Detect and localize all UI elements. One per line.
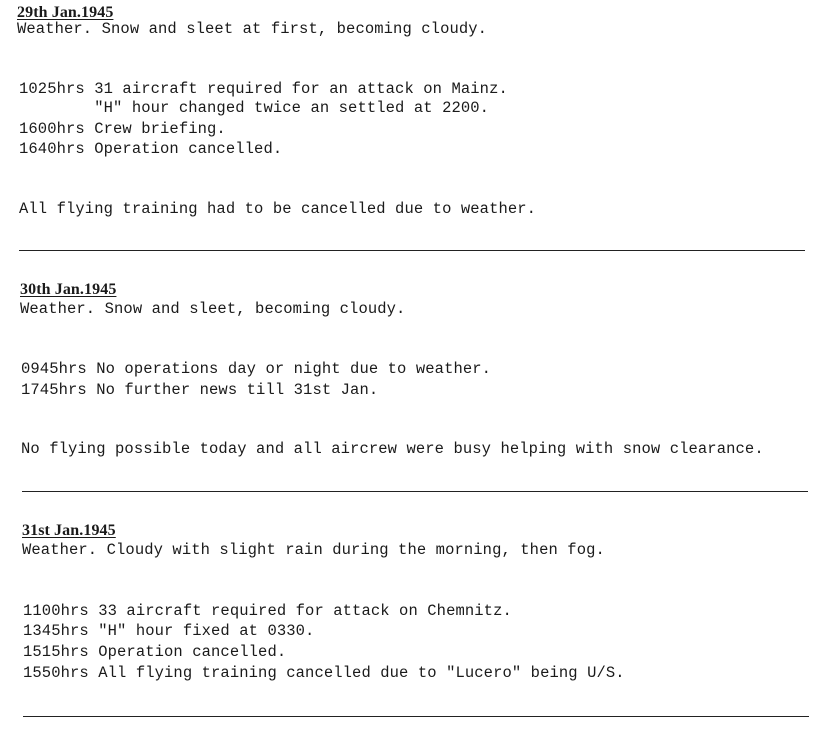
entry-date: 29th Jan.1945 (17, 4, 114, 21)
log-line: 1640hrs Operation cancelled. (19, 140, 283, 158)
entry-weather: Weather. Snow and sleet at first, becoming cloudy. (17, 20, 488, 38)
section-divider (19, 250, 805, 251)
log-line: 1515hrs Operation cancelled. (23, 643, 287, 661)
section-divider (22, 491, 808, 492)
section-divider (23, 716, 809, 717)
log-line: 0945hrs No operations day or night due to weather. (21, 360, 492, 378)
entry-note: All flying training had to be cancelled due to weather. (19, 200, 537, 218)
log-line: 1600hrs Crew briefing. (19, 120, 226, 138)
entry-date: 30th Jan.1945 (20, 281, 117, 298)
log-line: "H" hour changed twice an settled at 2200. (19, 99, 490, 117)
entry-date: 31st Jan.1945 (22, 522, 116, 539)
log-line: 1745hrs No further news till 31st Jan. (21, 381, 379, 399)
log-line: 1100hrs 33 aircraft required for attack on Chemnitz. (23, 602, 512, 620)
log-line: 1550hrs All flying training cancelled due to "Lucero" being U/S. (23, 664, 625, 682)
entry-weather: Weather. Snow and sleet, becoming cloudy. (20, 300, 406, 318)
entry-weather: Weather. Cloudy with slight rain during the morning, then fog. (22, 541, 605, 559)
log-line: 1345hrs "H" hour fixed at 0330. (23, 622, 315, 640)
log-line: 1025hrs 31 aircraft required for an attack on Mainz. (19, 80, 508, 98)
entry-note: No flying possible today and all aircrew were busy helping with snow clearance. (21, 440, 764, 458)
